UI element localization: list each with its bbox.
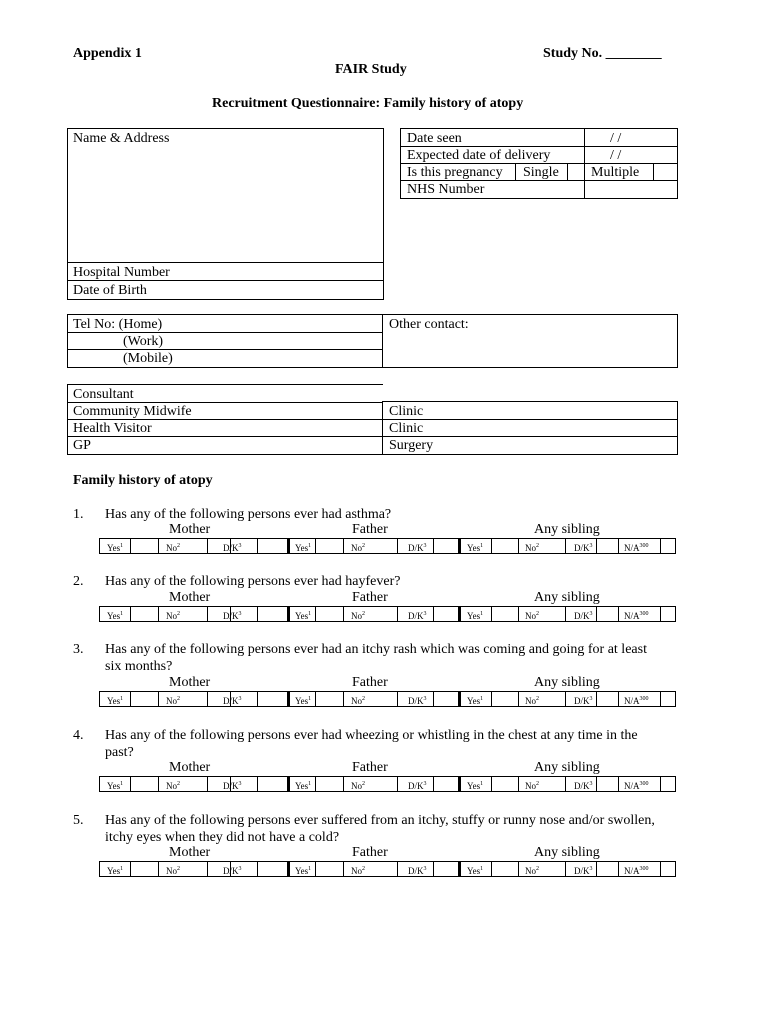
pregnancy-label: Is this pregnancy xyxy=(407,165,503,180)
group-label-father: Father xyxy=(352,590,388,605)
father-no-option[interactable]: No$^2$ xyxy=(351,543,365,553)
father-yes-option[interactable]: Yes$^1$ xyxy=(295,866,312,876)
mother-dk-option[interactable]: $D/K^3$ xyxy=(223,866,242,876)
mother-yes-option[interactable]: Yes$^1$ xyxy=(107,866,124,876)
father-no-option[interactable]: No$^2$ xyxy=(351,696,365,706)
edd-label: Expected date of delivery xyxy=(407,148,551,163)
father-dk-option[interactable]: $D/K^3$ xyxy=(408,611,427,621)
question-text: Has any of the following persons ever had wheezing or whistling in the chest at any time in the xyxy=(105,728,638,743)
sibling-na-option[interactable]: $N/A^{300}$ xyxy=(624,781,649,791)
other-contact-label: Other contact: xyxy=(389,317,469,332)
question-text-continued: itchy eyes when they did not have a cold? xyxy=(105,830,340,845)
question-number: 1. xyxy=(73,507,84,522)
sibling-na-option[interactable]: $N/A^{300}$ xyxy=(624,866,649,876)
father-dk-option[interactable]: $D/K^3$ xyxy=(408,781,427,791)
care-providers-box xyxy=(67,384,383,455)
answer-row xyxy=(99,606,676,622)
father-dk-option[interactable]: $D/K^3$ xyxy=(408,866,427,876)
question-text: Has any of the following persons ever suffered from an itchy, stuffy or runny nose and/or swollen, xyxy=(105,813,655,828)
question-number: 3. xyxy=(73,642,84,657)
father-no-option[interactable]: No$^2$ xyxy=(351,866,365,876)
sibling-dk-option[interactable]: $D/K^3$ xyxy=(574,781,593,791)
clinic-label-1: Clinic xyxy=(389,404,424,419)
father-yes-option[interactable]: Yes$^1$ xyxy=(295,781,312,791)
group-label-father: Father xyxy=(352,675,388,690)
group-label-father: Father xyxy=(352,760,388,775)
mother-no-option[interactable]: No$^2$ xyxy=(166,866,180,876)
sibling-no-option[interactable]: No$^2$ xyxy=(525,543,539,553)
study-number-label: Study No. ________ xyxy=(543,46,662,61)
father-dk-option[interactable]: $D/K^3$ xyxy=(408,696,427,706)
appendix-label: Appendix 1 xyxy=(73,46,142,61)
father-yes-option[interactable]: Yes$^1$ xyxy=(295,543,312,553)
father-no-option[interactable]: No$^2$ xyxy=(351,781,365,791)
question-text: Has any of the following persons ever had asthma? xyxy=(105,507,392,522)
sibling-yes-option[interactable]: Yes$^1$ xyxy=(467,611,484,621)
group-label-mother: Mother xyxy=(169,675,211,690)
sibling-yes-option[interactable]: Yes$^1$ xyxy=(467,781,484,791)
sibling-na-option[interactable]: $N/A^{300}$ xyxy=(624,611,649,621)
page-title: Recruitment Questionnaire: Family history of atopy xyxy=(212,96,524,111)
sibling-na-option[interactable]: $N/A^{300}$ xyxy=(624,543,649,553)
father-yes-option[interactable]: Yes$^1$ xyxy=(295,696,312,706)
mother-dk-option[interactable]: $D/K^3$ xyxy=(223,781,242,791)
phone-box xyxy=(67,314,383,368)
answer-row xyxy=(99,691,676,707)
question-text-continued: past? xyxy=(105,745,134,760)
group-label-mother: Mother xyxy=(169,760,211,775)
answer-row xyxy=(99,538,676,554)
sibling-no-option[interactable]: No$^2$ xyxy=(525,866,539,876)
mother-dk-option[interactable]: $D/K^3$ xyxy=(223,696,242,706)
tel-mobile-label: (Mobile) xyxy=(123,351,173,366)
mother-no-option[interactable]: No$^2$ xyxy=(166,611,180,621)
dates-box xyxy=(400,128,678,199)
clinic-label-2: Clinic xyxy=(389,421,424,436)
question-number: 2. xyxy=(73,574,84,589)
question-text-continued: six months? xyxy=(105,659,173,674)
mother-dk-option[interactable]: $D/K^3$ xyxy=(223,543,242,553)
sibling-yes-option[interactable]: Yes$^1$ xyxy=(467,543,484,553)
multiple-option[interactable]: Multiple xyxy=(591,165,640,180)
tel-home-label: Tel No: (Home) xyxy=(73,317,163,332)
date-seen-field[interactable]: / / xyxy=(610,131,622,146)
study-name: FAIR Study xyxy=(335,62,407,77)
health-visitor-label: Health Visitor xyxy=(73,421,152,436)
name-address-box xyxy=(67,128,384,300)
group-label-sibling: Any sibling xyxy=(534,845,600,860)
mother-yes-option[interactable]: Yes$^1$ xyxy=(107,611,124,621)
mother-no-option[interactable]: No$^2$ xyxy=(166,543,180,553)
group-label-sibling: Any sibling xyxy=(534,590,600,605)
group-label-sibling: Any sibling xyxy=(534,522,600,537)
group-label-father: Father xyxy=(352,522,388,537)
gp-label: GP xyxy=(73,438,91,453)
mother-dk-option[interactable]: $D/K^3$ xyxy=(223,611,242,621)
sibling-yes-option[interactable]: Yes$^1$ xyxy=(467,696,484,706)
consultant-label: Consultant xyxy=(73,387,134,402)
question-text: Has any of the following persons ever had hayfever? xyxy=(105,574,401,589)
sibling-no-option[interactable]: No$^2$ xyxy=(525,696,539,706)
care-location-box xyxy=(382,401,678,455)
other-contact-box xyxy=(382,314,678,368)
answer-row xyxy=(99,861,676,877)
community-midwife-label: Community Midwife xyxy=(73,404,192,419)
sibling-dk-option[interactable]: $D/K^3$ xyxy=(574,866,593,876)
tel-work-label: (Work) xyxy=(123,334,164,349)
date-seen-label: Date seen xyxy=(407,131,462,146)
group-label-father: Father xyxy=(352,845,388,860)
group-label-mother: Mother xyxy=(169,522,211,537)
mother-no-option[interactable]: No$^2$ xyxy=(166,781,180,791)
edd-field[interactable]: / / xyxy=(610,148,622,163)
date-of-birth-label: Date of Birth xyxy=(73,283,147,298)
section-title: Family history of atopy xyxy=(73,473,213,488)
mother-yes-option[interactable]: Yes$^1$ xyxy=(107,781,124,791)
sibling-yes-option[interactable]: Yes$^1$ xyxy=(467,866,484,876)
group-label-sibling: Any sibling xyxy=(534,760,600,775)
nhs-number-label: NHS Number xyxy=(407,182,485,197)
sibling-na-option[interactable]: $N/A^{300}$ xyxy=(624,696,649,706)
mother-yes-option[interactable]: Yes$^1$ xyxy=(107,543,124,553)
answer-row xyxy=(99,776,676,792)
sibling-no-option[interactable]: No$^2$ xyxy=(525,781,539,791)
sibling-dk-option[interactable]: $D/K^3$ xyxy=(574,543,593,553)
group-label-mother: Mother xyxy=(169,845,211,860)
surgery-label: Surgery xyxy=(389,438,434,453)
single-option[interactable]: Single xyxy=(523,165,559,180)
father-no-option[interactable]: No$^2$ xyxy=(351,611,365,621)
father-dk-option[interactable]: $D/K^3$ xyxy=(408,543,427,553)
mother-yes-option[interactable]: Yes$^1$ xyxy=(107,696,124,706)
question-number: 5. xyxy=(73,813,84,828)
sibling-no-option[interactable]: No$^2$ xyxy=(525,611,539,621)
name-address-label: Name & Address xyxy=(73,131,170,146)
sibling-dk-option[interactable]: $D/K^3$ xyxy=(574,611,593,621)
question-number: 4. xyxy=(73,728,84,743)
group-label-sibling: Any sibling xyxy=(534,675,600,690)
group-label-mother: Mother xyxy=(169,590,211,605)
mother-no-option[interactable]: No$^2$ xyxy=(166,696,180,706)
father-yes-option[interactable]: Yes$^1$ xyxy=(295,611,312,621)
sibling-dk-option[interactable]: $D/K^3$ xyxy=(574,696,593,706)
question-text: Has any of the following persons ever had an itchy rash which was coming and going for at least xyxy=(105,642,647,657)
hospital-number-label: Hospital Number xyxy=(73,265,170,280)
